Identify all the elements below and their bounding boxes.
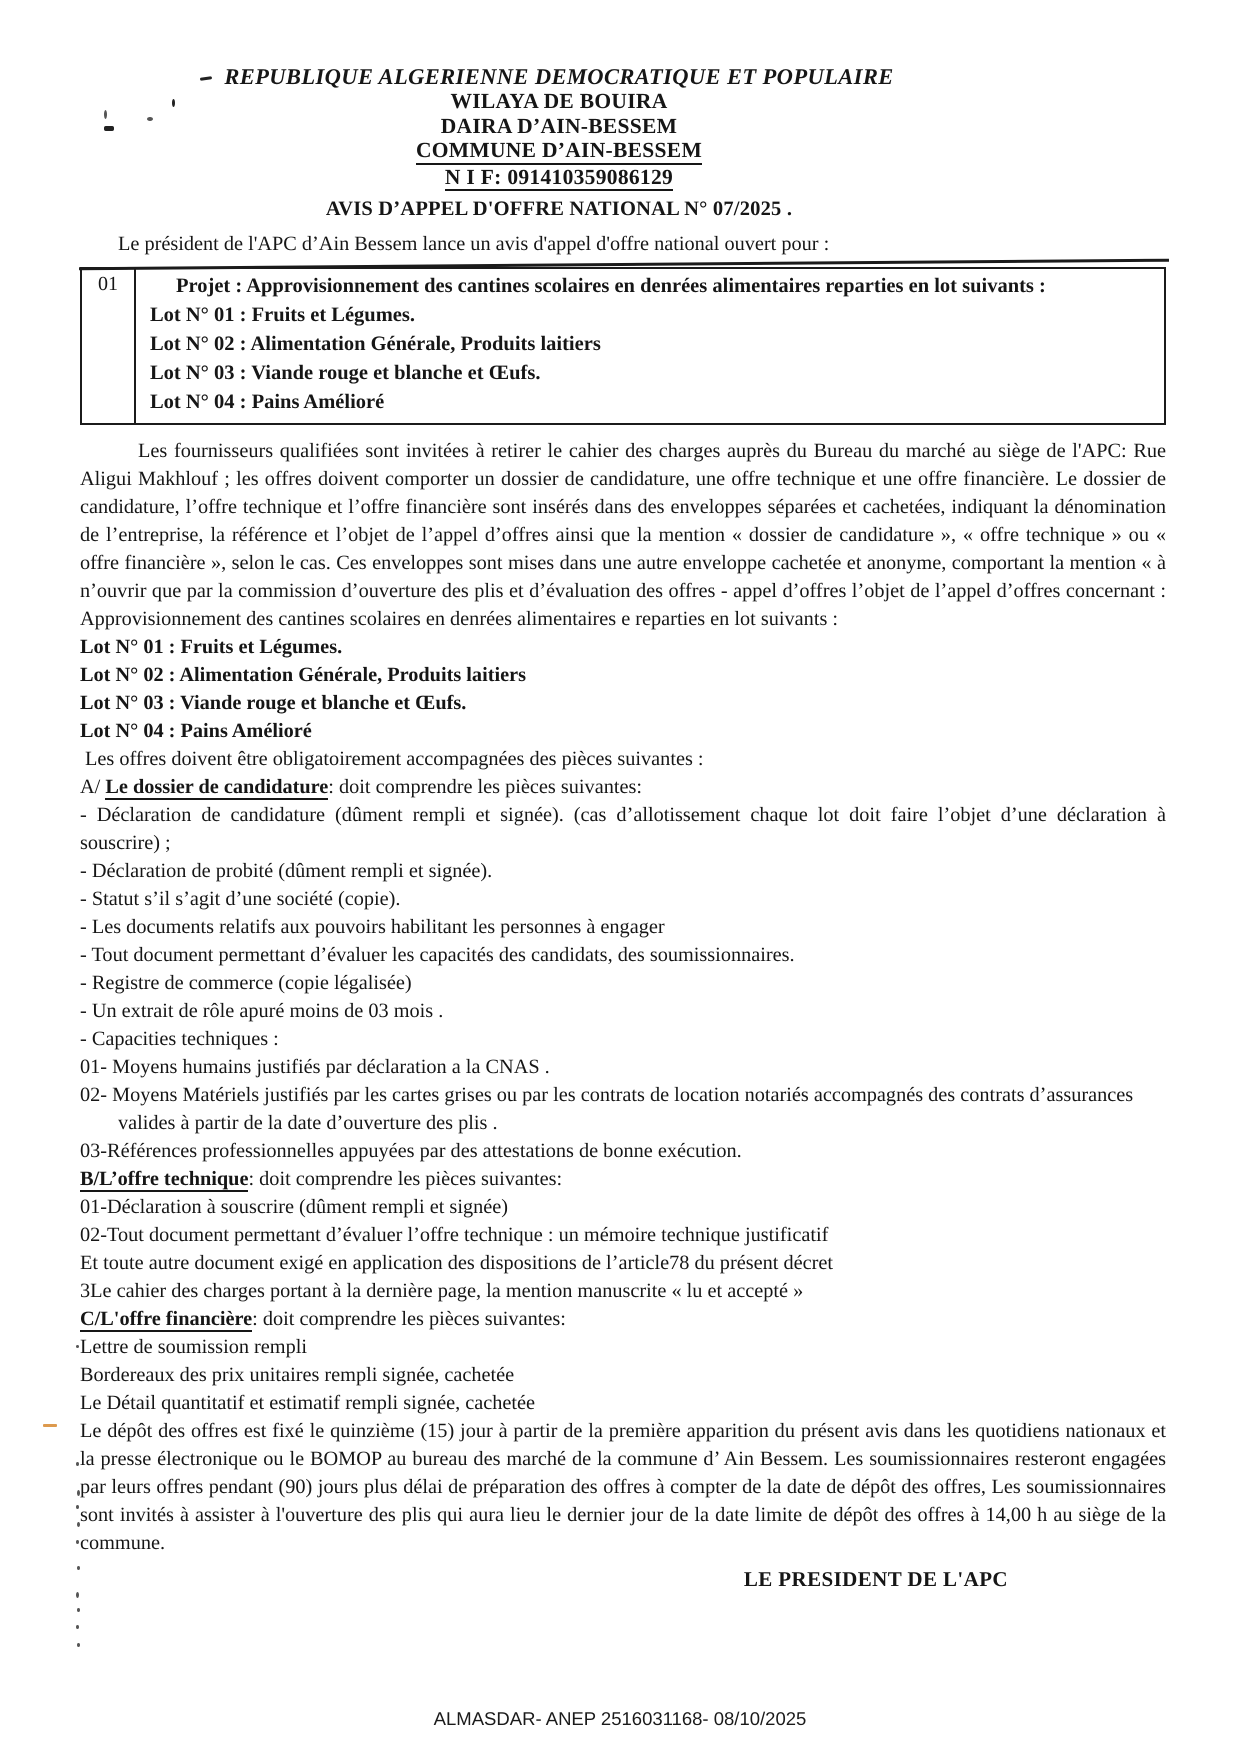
speck	[76, 1345, 79, 1348]
speck	[104, 110, 107, 119]
section-a-rest: : doit comprendre les pièces suivantes:	[328, 776, 643, 798]
table-row-number: 01	[82, 269, 136, 423]
section-c-rest: : doit comprendre les pièces suivantes:	[252, 1308, 566, 1330]
speck	[77, 1608, 80, 1612]
section-c-title	[80, 1305, 1166, 1333]
wilaya-line: WILAYA DE BOUIRA	[450, 89, 668, 113]
table-content-cell	[136, 269, 1164, 423]
pieces-intro-line: Les offres doivent être obligatoirement accompagnées des pièces suivantes :	[85, 748, 704, 770]
speck	[104, 126, 114, 131]
table-lot-2: Lot N° 02 : Alimentation Générale, Produits laitiers	[150, 333, 601, 355]
a-item: - Les documents relatifs aux pouvoirs habilitant les personnes à engager	[80, 916, 665, 938]
commune-underlined: COMMUNE D’AIN-BESSEM	[416, 138, 702, 165]
section-b-title	[80, 1165, 1166, 1193]
footer-reference: ALMASDAR- ANEP 2516031168- 08/10/2025	[433, 1708, 807, 1729]
speck	[76, 1540, 79, 1544]
body-lot-3: Lot N° 03 : Viande rouge et blanche et Œufs.	[80, 692, 467, 714]
nif-underlined: N I F: 091410359086129	[445, 165, 673, 192]
intro-line: Le président de l'APC d’Ain Bessem lance un avis d'appel d'offre national ouvert pour :	[118, 233, 830, 255]
speck	[76, 1505, 79, 1509]
b-item: 3Le cahier des charges portant à la dernière page, la mention manuscrite « lu et accepté »	[80, 1280, 804, 1302]
speck	[76, 1462, 79, 1466]
project-line: Projet : Approvisionnement des cantines scolaires en denrées alimentaires reparties en lot suivants :	[176, 275, 1046, 297]
document-content	[80, 64, 1166, 1593]
body-lot-2: Lot N° 02 : Alimentation Générale, Produits laitiers	[80, 664, 526, 686]
a-item: - Tout document permettant d’évaluer les capacités des candidats, des soumissionnaires.	[80, 944, 795, 966]
signature-line: LE PRESIDENT DE L'APC	[743, 1567, 1008, 1591]
b-item: 01-Déclaration à souscrire (dûment rempli et signée)	[80, 1196, 508, 1218]
speck	[43, 1424, 57, 1427]
a-item: 03-Références professionnelles appuyées par des attestations de bonne exécution.	[80, 1140, 742, 1162]
speck	[147, 117, 153, 121]
speck	[172, 99, 175, 107]
section-a-prefix: A/	[80, 776, 106, 798]
table-lot-4: Lot N° 04 : Pains Amélioré	[150, 391, 385, 413]
speck	[77, 1522, 80, 1527]
body-lot-4: Lot N° 04 : Pains Amélioré	[80, 720, 312, 742]
commune-line	[80, 138, 1038, 165]
a-item: - Un extrait de rôle apuré moins de 03 mois .	[80, 1000, 444, 1022]
a-item: 01- Moyens humains justifiés par déclaration a la CNAS .	[80, 1056, 550, 1078]
table-lot-1: Lot N° 01 : Fruits et Légumes.	[150, 304, 415, 326]
c-item: Bordereaux des prix unitaires rempli signée, cachetée	[80, 1364, 515, 1386]
a-item: - Déclaration de candidature (dûment rempli et signée). (cas d’allotissement chaque lot doit faire l’objet d’une déclaration à souscrire) ;	[80, 804, 1166, 854]
main-paragraph: Les fournisseurs qualifiées sont invitées à retirer le cahier des charges auprès du Bureau du marché au siège de l'APC: Rue Aligui Makhlouf ; les offres doivent comporter un dossier de candidature, une offre technique et une offre financière. Le dossier de candidature, l’offre technique et l’offre financière sont insérés dans des enveloppes séparées et cachetées, indiquant la dénomination de l’entreprise, la référence et l’objet de l’appel d’offres ainsi que la mention « dossier de candidature », « offre technique » ou « offre financière », selon le cas. Ces enveloppes sont mises dans une autre enveloppe cachetée et anonyme, comportant la mention « à n’ouvrir que par la commission d’ouverture des plis et d’évaluation des offres - appel d’offres l’objet de l’appel d’offres concernant : Approvisionnement des cantines scolaires en denrées alimentaires e reparties en lot suivants :	[80, 440, 1166, 630]
speck	[76, 1592, 79, 1598]
daira-line: DAIRA D’AIN-BESSEM	[440, 113, 678, 138]
section-a-heading: Le dossier de candidature	[105, 776, 329, 798]
a-item: - Déclaration de probité (dûment rempli et signée).	[80, 860, 493, 882]
speck	[77, 1566, 80, 1570]
b-item: 02-Tout document permettant d’évaluer l’offre technique : un mémoire technique justificatif	[80, 1224, 829, 1246]
a-item: - Statut s’il s’agit d’une société (copie).	[80, 888, 401, 910]
a-item: - Capacities techniques :	[80, 1028, 279, 1050]
closing-paragraph: Le dépôt des offres est fixé le quinzième (15) jour à partir de la première apparition du présent avis dans les quotidiens nationaux et la presse électronique ou le BOMOP au bureau des marché de la commune d’ Ain Bessem. Les soumissionnaires resteront engagées par leurs offres pendant (90) jours plus délai de préparation des offres à compter de la date de dépôt des offres, Les soumissionnaires sont invités à assister à l'ouverture des plis qui aura lieu le dernier jour de la date limite de dépôt des offres à 14,00 h au siège de la commune.	[80, 1420, 1166, 1554]
notice-title: AVIS D’APPEL D'OFFRE NATIONAL N° 07/2025 .	[325, 198, 793, 220]
republic-title: REPUBLIQUE ALGERIENNE DEMOCRATIQUE ET POPULAIRE	[224, 64, 894, 89]
speck	[77, 1643, 80, 1647]
section-a-title	[80, 773, 1166, 801]
body-lot-1: Lot N° 01 : Fruits et Légumes.	[80, 636, 343, 658]
table-lot-3: Lot N° 03 : Viande rouge et blanche et Œufs.	[150, 362, 541, 384]
c-item: Lettre de soumission rempli	[80, 1336, 307, 1358]
speck	[77, 1490, 80, 1496]
b-item: Et toute autre document exigé en application des dispositions de l’article78 du présent décret	[80, 1252, 833, 1274]
nif-line	[80, 165, 1038, 192]
lots-table	[80, 267, 1166, 425]
section-c-heading: C/L'offre financière	[80, 1308, 253, 1330]
c-item: Le Détail quantitatif et estimatif rempli signée, cachetée	[80, 1392, 536, 1414]
a-item: - Registre de commerce (copie légalisée)	[80, 972, 412, 994]
document-body	[80, 437, 1166, 1593]
a-item: 02- Moyens Matériels justifiés par les cartes grises ou par les contrats de location notariés accompagnés des contrats d’assurances valides à partir de la date d’ouverture des plis .	[80, 1084, 1134, 1134]
section-b-rest: : doit comprendre les pièces suivantes:	[248, 1168, 563, 1190]
document-header	[80, 64, 1038, 191]
section-b-heading: B/L’offre technique	[80, 1168, 249, 1190]
speck	[76, 1625, 79, 1629]
